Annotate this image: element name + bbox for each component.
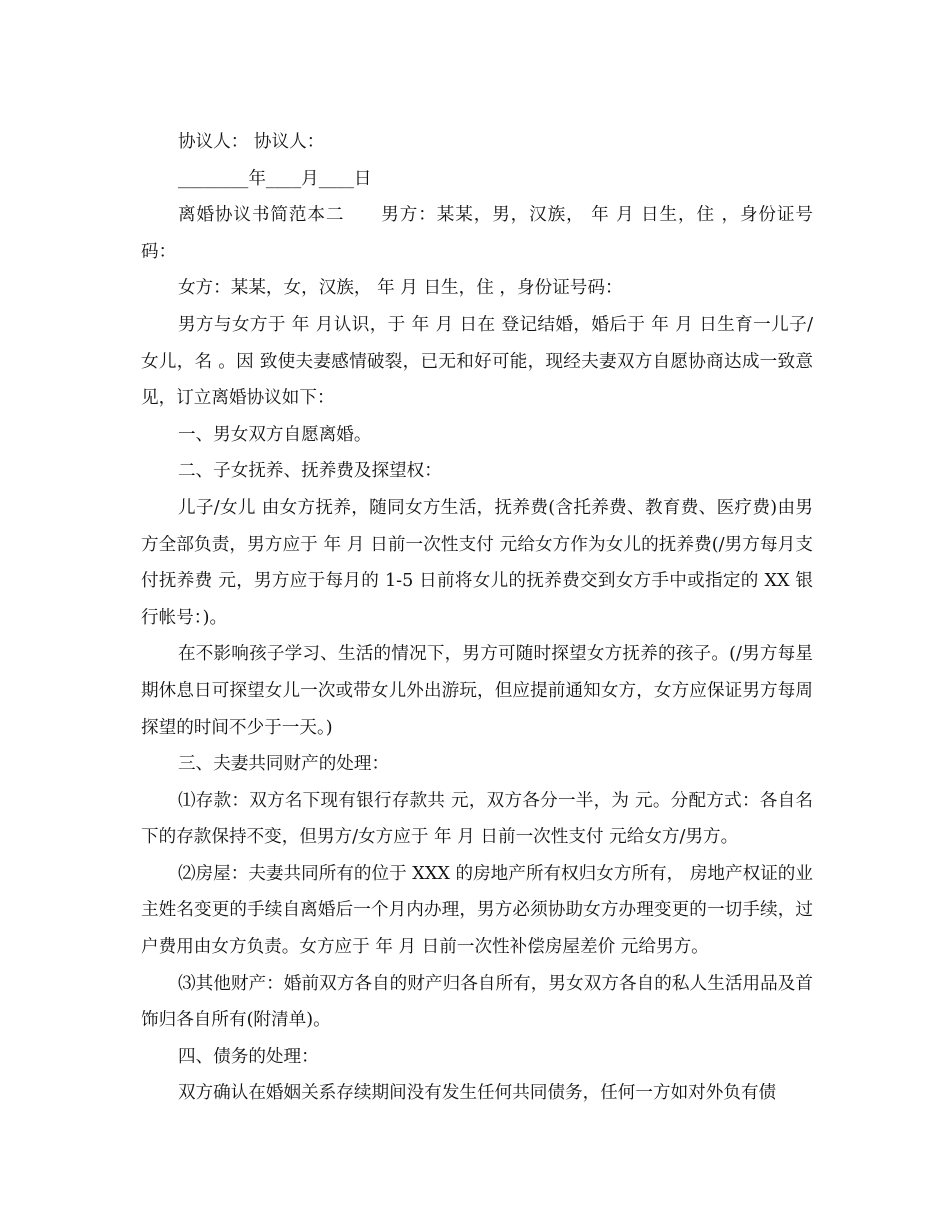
clause-4-heading: 四、债务的处理：	[177, 1046, 319, 1067]
clause-3-other-property: ⑶其他财产：婚前双方各自的财产归各自所有，男女双方各自的私人生活用品及首饰归各自所有(附清单)。	[141, 973, 813, 1031]
signatories-line: 协议人： 协议人：	[177, 132, 325, 152]
clause-3-deposits: ⑴存款：双方名下现有银行存款共 元，双方各分一半，为 元。分配方式：各自名下的存款保持不变，但男方/女方应于 年 月 日前一次性支付 元给女方/男方。	[141, 790, 813, 848]
clause-3-heading: 三、夫妻共同财产的处理：	[177, 754, 390, 775]
paragraph-wife: 女方：某某，女，汉族， 年 月 日生，住 ，身份证号码：	[177, 278, 623, 299]
clause-2-visitation: 在不影响孩子学习、生活的情况下，男方可随时探望女方抚养的孩子。(/男方每星期休息日可探望女儿一次或带女儿外出游玩，但应提前通知女方，女方应保证男方每周探望的时间不少于一天。)	[141, 644, 813, 738]
paragraph-title-husband: 离婚协议书简范本二 男方：某某，男，汉族， 年 月 日生，住 ，身份证号码：	[141, 205, 813, 262]
clause-4-debts: 双方确认在婚姻关系存续期间没有发生任何共同债务，任何一方如对外负有债	[177, 1083, 777, 1104]
document-body	[141, 124, 813, 1112]
date-line: ________年____月____日	[177, 168, 372, 189]
clause-3-house: ⑵房屋：夫妻共同所有的位于 XXX 的房地产所有权归女方所有， 房地产权证的业主姓名变更的手续自离婚后一个月内办理，男方必须协助女方办理变更的一切手续，过户费用由女方负责。女方应于 年 月 日前一次性补偿房屋差价 元给男方。	[141, 863, 813, 958]
paragraph-intro: 男方与女方于 年 月认识，于 年 月 日在 登记结婚，婚后于 年 月 日生育一儿子/女儿，名 。因 致使夫妻感情破裂，已无和好可能，现经夫妻双方自愿协商达成一致意见，订立离婚协议如下：	[141, 314, 813, 409]
clause-2-heading: 二、子女抚养、抚养费及探望权：	[177, 461, 442, 482]
clause-2-custody: 儿子/女儿 由女方抚养，随同女方生活，抚养费(含托养费、教育费、医疗费)由男方全部负责，男方应于 年 月 日前一次性支付 元给女方作为女儿的抚养费(/男方每月支付抚养费 元，男方应于每月的 1-5 日前将女儿的抚养费交到女方手中或指定的 XX 银行帐号：)。	[141, 497, 813, 628]
clause-1: 一、男女双方自愿离婚。	[177, 424, 372, 445]
